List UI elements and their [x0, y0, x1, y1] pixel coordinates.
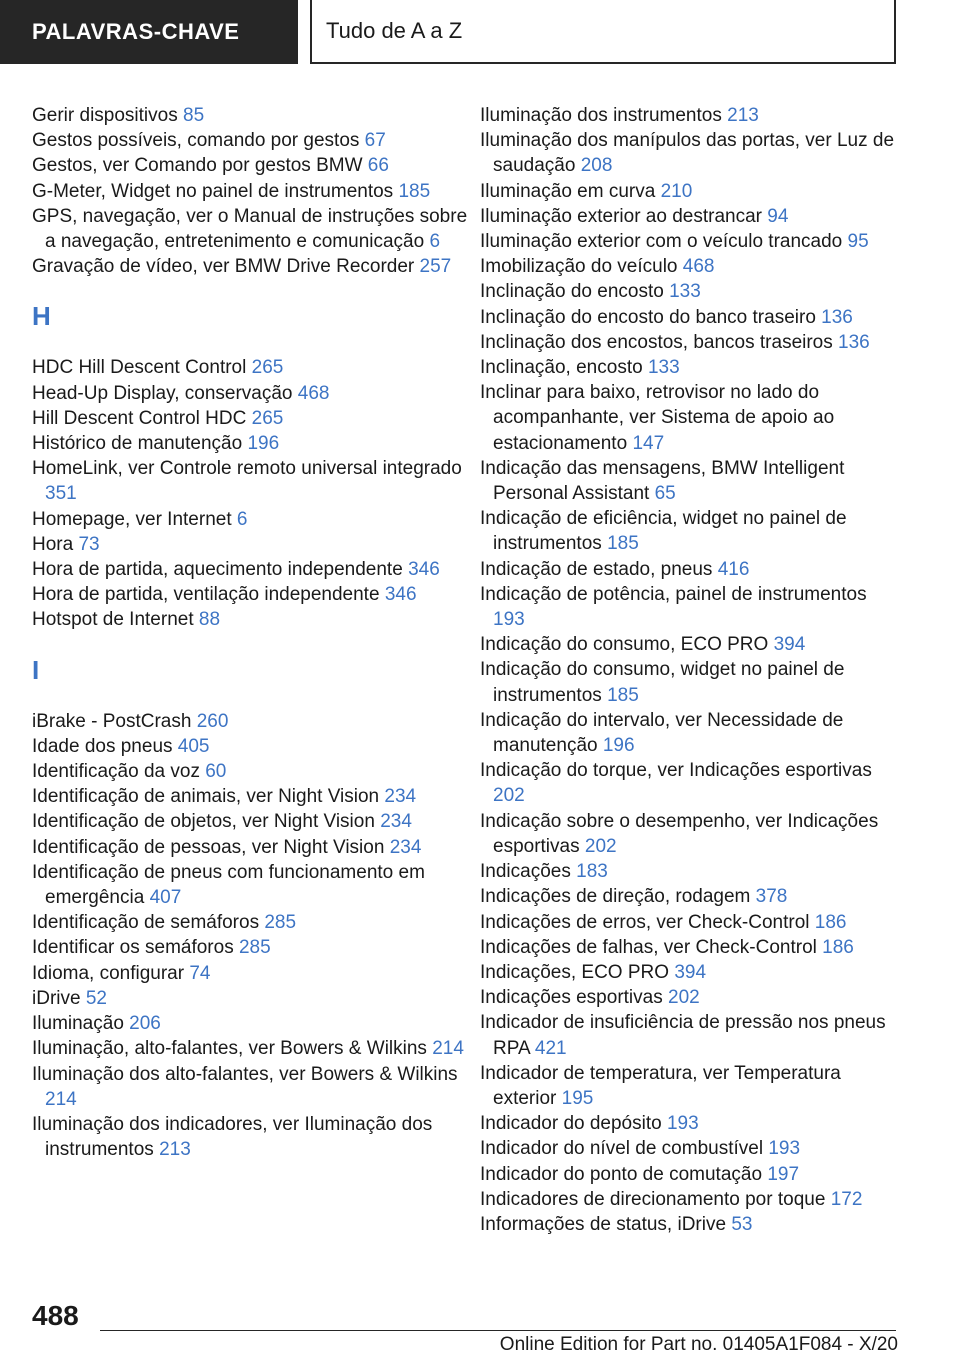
page-reference-link[interactable]: 185	[607, 684, 639, 706]
index-entry-text: Indicação do torque, ver Indicações esportivas	[480, 760, 872, 782]
index-entry	[32, 935, 472, 960]
index-entry	[480, 758, 900, 808]
footer-divider	[100, 1330, 896, 1331]
index-entry	[32, 734, 472, 759]
index-entry	[32, 910, 472, 935]
index-entry-text: HomeLink, ver Controle remoto universal integrado	[32, 458, 462, 480]
page-reference-link[interactable]: 468	[682, 256, 715, 278]
index-entry-text: Inclinação, encosto	[480, 357, 643, 379]
index-entry-text: GPS, navegação, ver o Manual de instruções sobre a navegação, entretenimento e comunicação	[32, 205, 468, 253]
index-entry	[32, 1112, 472, 1162]
index-entry-text: Indicador do nível de combustível	[480, 1138, 764, 1160]
page-reference-link[interactable]: 407	[149, 887, 182, 909]
index-entry-text: Iluminação	[32, 1013, 124, 1035]
page-reference-link[interactable]: 213	[727, 105, 759, 126]
index-entry-text: Imobilização do veículo	[480, 256, 678, 278]
index-entry	[32, 431, 472, 456]
index-entry-text: Iluminação em curva	[480, 180, 656, 202]
page-reference-link[interactable]: 52	[85, 987, 107, 1009]
index-entry-text: Indicação do consumo, ECO PRO	[480, 634, 769, 656]
page-reference-link[interactable]: 234	[389, 836, 422, 858]
index-entry	[32, 204, 472, 254]
index-entry	[480, 1162, 900, 1187]
page-reference-link[interactable]: 468	[297, 382, 330, 404]
page-reference-link[interactable]: 193	[768, 1138, 801, 1160]
index-entry-text: Indicações	[480, 861, 571, 883]
edition-info: Online Edition for Part no. 01405A1F084 - X/20	[499, 1334, 898, 1355]
page-reference-link[interactable]: 394	[773, 634, 806, 656]
page-reference-link[interactable]: 193	[493, 609, 525, 631]
index-entry-text: Indicação de estado, pneus	[480, 558, 713, 580]
index-entry	[480, 935, 900, 960]
page-reference-link[interactable]: 133	[647, 357, 680, 379]
index-entry-text: Homepage, ver Internet	[32, 508, 232, 530]
index-entry-text: Identificação de semáforos	[32, 912, 260, 934]
index-entry-text: Indicação do intervalo, ver Necessidade de manutenção	[480, 709, 844, 757]
index-entry-text: Indicação das mensagens, BMW Intelligent Personal Assistant	[480, 457, 845, 505]
index-entry	[480, 809, 900, 859]
page-reference-link[interactable]: 6	[429, 231, 441, 253]
index-entry	[32, 507, 472, 532]
index-entry	[480, 1010, 900, 1060]
index-letter-heading: H	[32, 301, 51, 332]
index-column-left	[32, 103, 472, 1162]
index-entry	[480, 1212, 900, 1237]
index-entry	[32, 1062, 472, 1112]
page-reference-link[interactable]: 65	[654, 483, 676, 505]
index-entry-text: Indicadores de direcionamento por toque	[480, 1188, 826, 1210]
index-entry-text: Gravação de vídeo, ver BMW Drive Recorder	[32, 256, 415, 278]
page-reference-link[interactable]: 53	[731, 1213, 753, 1235]
index-entry-text: Head-Up Display, conservação	[32, 382, 293, 404]
page-reference-link[interactable]: 66	[367, 155, 389, 177]
page-reference-link[interactable]: 206	[129, 1013, 161, 1035]
page-reference-link[interactable]: 67	[364, 130, 386, 152]
page-reference-link[interactable]: 147	[632, 432, 665, 454]
index-entry	[480, 985, 900, 1010]
index-entry-text: Iluminação dos indicadores, ver Iluminação dos instrumentos	[32, 1113, 433, 1161]
index-entry-text: Gestos possíveis, comando por gestos	[32, 130, 360, 152]
index-entry	[32, 254, 472, 279]
index-entry	[32, 784, 472, 809]
index-entry-text: Inclinação dos encostos, bancos traseiros	[480, 331, 833, 353]
page-reference-link[interactable]: 265	[251, 407, 284, 429]
index-entry-text: Indicação sobre o desempenho, ver Indicações esportivas	[480, 810, 879, 857]
index-entry-text: iDrive	[32, 987, 81, 1009]
index-entry	[480, 657, 900, 707]
index-entry	[480, 229, 900, 254]
index-entry	[480, 103, 900, 128]
index-entry	[480, 632, 900, 657]
index-entry	[32, 1011, 472, 1036]
index-entry	[480, 960, 900, 985]
index-entry-text: Inclinação do encosto do banco traseiro	[480, 306, 816, 328]
index-entry	[32, 456, 472, 506]
page-reference-link[interactable]: 185	[398, 180, 431, 202]
page-reference-link[interactable]: 213	[159, 1139, 191, 1161]
index-entry	[32, 381, 472, 406]
index-entry-text: Hill Descent Control HDC	[32, 407, 247, 429]
index-entry	[480, 179, 900, 204]
page-reference-link[interactable]: 94	[767, 205, 789, 227]
section-tab-keywords: PALAVRAS-CHAVE	[0, 0, 298, 64]
page-reference-link[interactable]: 136	[821, 306, 853, 328]
page-reference-link[interactable]: 378	[755, 886, 788, 908]
index-entry	[480, 1111, 900, 1136]
index-entry-text: Identificação da voz	[32, 761, 200, 783]
page-reference-link[interactable]: 195	[561, 1087, 594, 1109]
page-reference-link[interactable]: 285	[238, 937, 271, 959]
page-reference-link[interactable]: 394	[674, 961, 707, 983]
index-entry	[32, 961, 472, 986]
index-entry-text: Indicador de insuficiência de pressão nos pneus RPA	[480, 1012, 886, 1059]
page-reference-link[interactable]: 214	[45, 1088, 77, 1110]
index-entry	[32, 860, 472, 910]
page-reference-link[interactable]: 346	[384, 584, 417, 606]
index-entry	[480, 204, 900, 229]
index-entry	[480, 128, 900, 178]
page-reference-link[interactable]: 186	[822, 936, 854, 958]
index-entry-text: HDC Hill Descent Control	[32, 357, 247, 379]
index-entry-text: Indicador de temperatura, ver Temperatura exterior	[480, 1062, 841, 1109]
index-entry	[480, 1136, 900, 1161]
index-entry	[32, 128, 472, 153]
page-reference-link[interactable]: 260	[196, 710, 229, 732]
page-reference-link[interactable]: 210	[660, 180, 693, 202]
index-entry	[32, 835, 472, 860]
index-entry-text: Indicação do consumo, widget no painel de instrumentos	[480, 659, 845, 706]
page-reference-link[interactable]: 193	[666, 1113, 699, 1135]
index-entry-text: Gestos, ver Comando por gestos BMW	[32, 155, 363, 177]
index-entry-text: Iluminação exterior ao destrancar	[480, 205, 762, 227]
index-entry-text: Iluminação dos alto-falantes, ver Bowers & Wilkins	[32, 1063, 458, 1085]
index-entry-text: Indicações de direção, rodagem	[480, 886, 751, 908]
index-entry-text: G-Meter, Widget no painel de instrumentos	[32, 180, 394, 202]
index-letter-heading: I	[32, 654, 40, 685]
page-reference-link[interactable]: 186	[814, 911, 847, 933]
index-entry-text: Iluminação, alto-falantes, ver Bowers & Wilkins	[32, 1038, 427, 1060]
index-entry	[480, 582, 900, 632]
index-entry-text: Inclinar para baixo, retrovisor no lado do acompanhante, ver Sistema de apoio ao estacionamento	[480, 382, 835, 454]
index-entry	[32, 759, 472, 784]
index-entry-text: Indicação de potência, painel de instrumentos	[480, 583, 867, 605]
page-reference-link[interactable]: 136	[838, 331, 870, 353]
index-entry-text: Indicador do depósito	[480, 1113, 662, 1135]
index-entry	[480, 557, 900, 582]
index-entry-text: Iluminação dos instrumentos	[480, 105, 722, 126]
page-reference-link[interactable]: 197	[767, 1163, 800, 1185]
page-reference-link[interactable]: 346	[408, 559, 440, 581]
index-entry-text: Idade dos pneus	[32, 735, 173, 757]
page-reference-link[interactable]: 196	[247, 433, 280, 455]
index-entry	[32, 103, 472, 128]
index-entry	[480, 305, 900, 330]
index-entry	[480, 330, 900, 355]
index-entry	[480, 708, 900, 758]
index-entry	[480, 910, 900, 935]
index-entry	[480, 1187, 900, 1212]
page-reference-link[interactable]: 202	[584, 835, 617, 857]
page-reference-link[interactable]: 202	[493, 785, 525, 807]
index-entry-text: Indicação de eficiência, widget no painel de instrumentos	[480, 508, 847, 555]
index-entry-text: Hora de partida, aquecimento independente	[32, 559, 403, 581]
index-entry-text: Idioma, configurar	[32, 962, 185, 984]
index-entry	[32, 179, 472, 204]
index-entry-text: Indicações de falhas, ver Check-Control	[480, 936, 817, 958]
index-entry-text: Indicador do ponto de comutação	[480, 1163, 763, 1185]
index-entry-text: Indicações, ECO PRO	[480, 961, 670, 983]
index-entry	[32, 355, 472, 380]
page-reference-link[interactable]: 421	[534, 1037, 567, 1059]
page-reference-link[interactable]: 185	[607, 533, 639, 555]
index-entry-text: Indicações de erros, ver Check-Control	[480, 911, 810, 933]
index-column-right	[480, 103, 900, 1237]
page-reference-link[interactable]: 133	[669, 281, 701, 303]
page-reference-link[interactable]: 88	[198, 609, 221, 631]
index-entry	[32, 607, 472, 632]
index-entry	[32, 406, 472, 431]
page-reference-link[interactable]: 6	[236, 508, 248, 530]
index-entry-text: Histórico de manutenção	[32, 433, 243, 455]
index-entry	[480, 859, 900, 884]
index-entry-text: iBrake - PostCrash	[32, 710, 192, 732]
index-entry	[480, 1061, 900, 1111]
index-entry-text: Indicações esportivas	[480, 987, 663, 1009]
page-reference-link[interactable]: 234	[380, 811, 412, 833]
page-reference-link[interactable]: 257	[419, 256, 452, 278]
index-entry-text: Gerir dispositivos	[32, 105, 178, 126]
index-entry	[480, 355, 900, 380]
index-entry	[480, 884, 900, 909]
index-entry	[32, 153, 472, 178]
index-entry-text: Identificação de objetos, ver Night Vision	[32, 811, 375, 833]
index-entry	[480, 279, 900, 304]
page-reference-link[interactable]: 183	[576, 861, 608, 883]
index-entry	[480, 380, 900, 456]
page-reference-link[interactable]: 285	[264, 912, 297, 934]
page-reference-link[interactable]: 208	[580, 155, 613, 177]
page-reference-link[interactable]: 265	[251, 357, 284, 379]
page-reference-link[interactable]: 60	[205, 761, 227, 783]
index-entry	[32, 986, 472, 1011]
index-entry-text: Hotspot de Internet	[32, 609, 194, 631]
page-section-title: Tudo de A a Z	[310, 0, 896, 64]
index-entry-text: Inclinação do encosto	[480, 281, 664, 303]
page-reference-link[interactable]: 85	[183, 105, 205, 126]
index-entry	[32, 1036, 472, 1061]
page-reference-link[interactable]: 351	[45, 483, 77, 505]
page-reference-link[interactable]: 73	[78, 533, 100, 555]
index-entry	[32, 532, 472, 557]
page-reference-link[interactable]: 214	[432, 1038, 464, 1060]
index-entry-text: Hora	[32, 533, 74, 555]
page-reference-link[interactable]: 196	[602, 735, 635, 757]
index-entry	[480, 506, 900, 556]
page-reference-link[interactable]: 74	[189, 962, 211, 984]
page-reference-link[interactable]: 95	[847, 231, 869, 253]
index-entry-text: Informações de status, iDrive	[480, 1213, 727, 1235]
index-entry	[32, 809, 472, 834]
page-reference-link[interactable]: 172	[830, 1188, 863, 1210]
index-entry-text: Identificar os semáforos	[32, 937, 234, 959]
page-reference-link[interactable]: 405	[177, 735, 210, 757]
index-entry-text: Hora de partida, ventilação independente	[32, 584, 380, 606]
index-entry	[480, 456, 900, 506]
page-reference-link[interactable]: 234	[384, 786, 417, 808]
page-reference-link[interactable]: 202	[668, 987, 700, 1009]
page-reference-link[interactable]: 416	[717, 558, 750, 580]
index-entry-text: Identificação de pneus com funcionamento em emergência	[32, 861, 425, 909]
index-entry-text: Iluminação exterior com o veículo trancado	[480, 231, 843, 253]
index-entry-text: Identificação de pessoas, ver Night Vision	[32, 836, 385, 858]
index-entry-text: Iluminação dos manípulos das portas, ver Luz de saudação	[480, 130, 895, 177]
index-entry	[32, 557, 472, 582]
index-entry	[480, 254, 900, 279]
index-entry	[32, 582, 472, 607]
page-number: 488	[32, 1300, 79, 1331]
index-entry	[32, 709, 472, 734]
index-entry-text: Identificação de animais, ver Night Vision	[32, 786, 380, 808]
